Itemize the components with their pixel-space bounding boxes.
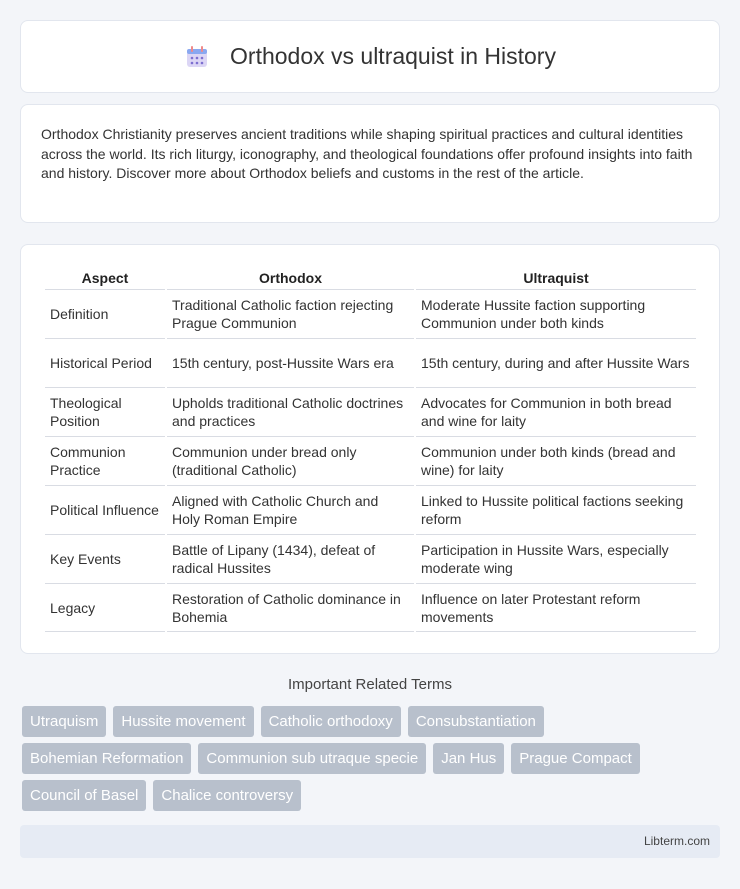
tag-catholic-orthodoxy[interactable]: Catholic orthodoxy	[261, 706, 401, 737]
column-header-ultraquist: Ultraquist	[523, 270, 589, 286]
table-cell-aspect: Definition	[45, 289, 165, 338]
table-row	[45, 387, 696, 436]
calendar-icon	[184, 44, 210, 70]
table-header-row	[45, 265, 696, 289]
table-cell-orthodox: Upholds traditional Catholic doctrines and practices	[167, 387, 414, 436]
table-row	[45, 289, 696, 338]
tag-jan-hus[interactable]: Jan Hus	[433, 743, 504, 774]
tag-utraquism[interactable]: Utraquism	[22, 706, 106, 737]
table-cell-aspect: Communion Practice	[45, 436, 165, 485]
tag-council-of-basel[interactable]: Council of Basel	[22, 780, 146, 811]
tag-consubstantiation[interactable]: Consubstantiation	[408, 706, 544, 737]
comparison-card	[20, 244, 720, 654]
related-terms-title: Important Related Terms	[288, 676, 452, 693]
table-cell-orthodox: Aligned with Catholic Church and Holy Roman Empire	[167, 485, 414, 534]
table-row	[45, 485, 696, 534]
table-row	[45, 534, 696, 583]
column-header-aspect: Aspect	[81, 270, 129, 286]
table-cell-ultraquist: Linked to Hussite political factions seeking reform	[416, 485, 696, 534]
column-header-orthodox: Orthodox	[259, 270, 322, 286]
table-cell-ultraquist: Influence on later Protestant reform movements	[416, 583, 696, 632]
table-cell-ultraquist: Advocates for Communion in both bread and wine for laity	[416, 387, 696, 436]
tag-bohemian-reformation[interactable]: Bohemian Reformation	[22, 743, 191, 774]
tag-chalice-controversy[interactable]: Chalice controversy	[153, 780, 301, 811]
table-cell-ultraquist: Participation in Hussite Wars, especially moderate wing	[416, 534, 696, 583]
related-terms-list	[22, 706, 722, 817]
table-cell-aspect: Key Events	[45, 534, 165, 583]
tag-prague-compact[interactable]: Prague Compact	[511, 743, 640, 774]
table-cell-orthodox: Communion under bread only (traditional Catholic)	[167, 436, 414, 485]
table-row	[45, 436, 696, 485]
tag-hussite-movement[interactable]: Hussite movement	[113, 706, 253, 737]
intro-card	[20, 104, 720, 223]
table-row	[45, 583, 696, 632]
footer-site-link[interactable]: Libterm.com	[643, 834, 710, 848]
table-cell-orthodox: Restoration of Catholic dominance in Bohemia	[167, 583, 414, 632]
table-cell-ultraquist: 15th century, during and after Hussite Wars	[416, 338, 696, 387]
page-title: Orthodox vs ultraquist in History	[230, 43, 556, 69]
footer	[20, 825, 720, 858]
comparison-table	[43, 265, 698, 632]
table-row	[45, 338, 696, 387]
tag-communion-sub-utraque-specie[interactable]: Communion sub utraque specie	[198, 743, 426, 774]
table-cell-orthodox: Battle of Lipany (1434), defeat of radical Hussites	[167, 534, 414, 583]
table-cell-aspect: Political Influence	[45, 485, 165, 534]
table-cell-aspect: Theological Position	[45, 387, 165, 436]
intro-text: Orthodox Christianity preserves ancient traditions while shaping spiritual practices and cultural identities across the world. Its rich liturgy, iconography, and theological foundations offer profound insights into faith and history. Discover more about Orthodox beliefs and customs in the rest of the article.	[41, 126, 693, 181]
table-cell-aspect: Historical Period	[45, 338, 165, 387]
header-card	[20, 20, 720, 93]
table-cell-aspect: Legacy	[45, 583, 165, 632]
table-cell-ultraquist: Moderate Hussite faction supporting Communion under both kinds	[416, 289, 696, 338]
table-cell-orthodox: Traditional Catholic faction rejecting Prague Communion	[167, 289, 414, 338]
table-cell-ultraquist: Communion under both kinds (bread and wine) for laity	[416, 436, 696, 485]
table-cell-orthodox: 15th century, post-Hussite Wars era	[167, 338, 414, 387]
